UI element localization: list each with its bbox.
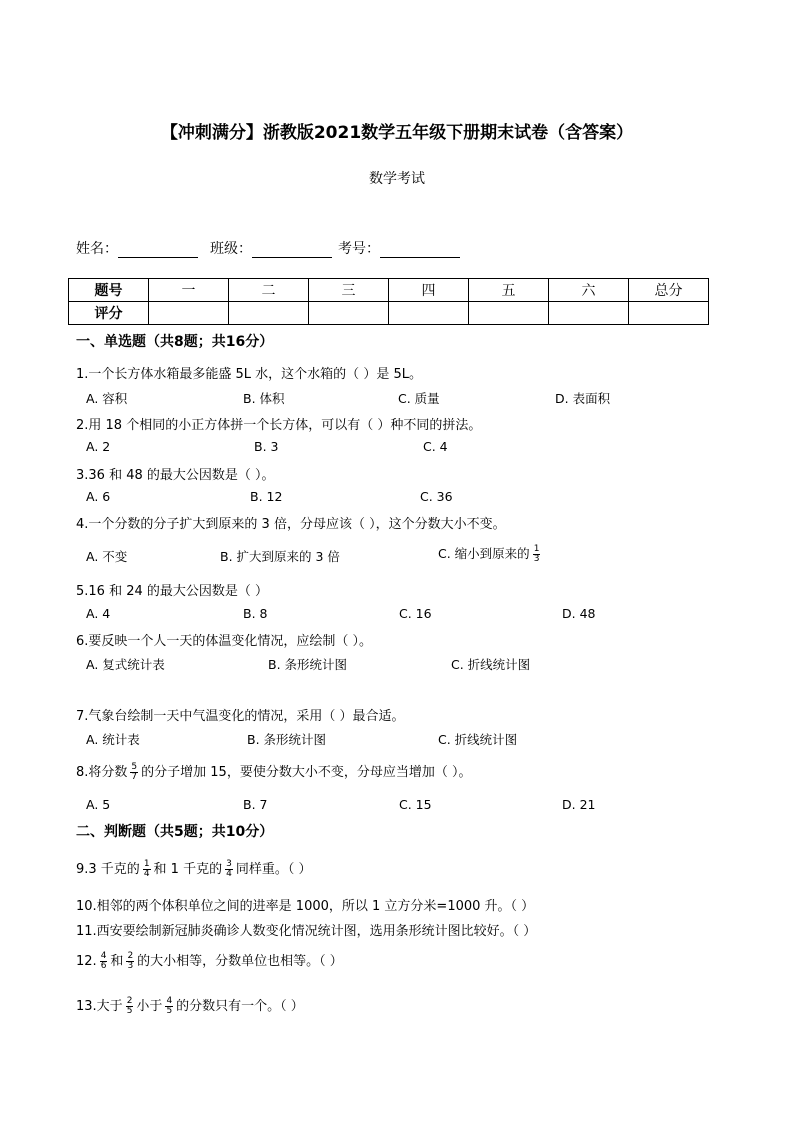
option-c[interactable]: C. 质量 [398,391,440,406]
option-c[interactable]: C. 16 [399,606,432,621]
question-text-part: 同样重。（ ） [235,862,312,877]
section-heading: 二、判断题（共5题；共10分） [76,824,274,840]
exam-no-label: 考号： [338,241,380,257]
question-text-part: 9.3 千克的 [76,862,140,877]
exam-no-blank[interactable] [380,243,460,258]
fraction: $\frac{4}{6}$ [100,951,107,971]
fraction: $\frac{4}{5}$ [166,996,173,1016]
question-text: 7.气象台绘制一天中气温变化的情况，采用（ ）最合适。 [76,709,405,724]
score-table-score-row [69,302,709,325]
table-cell: 二 [229,279,309,302]
question-text-part: 13.大于 [76,999,123,1014]
question-text-part: 8.将分数 [76,765,128,780]
name-field[interactable] [76,238,198,258]
option-d[interactable]: D. 21 [562,797,596,812]
question-text [76,995,304,1016]
question-text: 11.西安要绘制新冠肺炎确诊人数变化情况统计图，选用条形统计图比较好。（ ） [76,924,537,939]
question-text: 1.一个长方体水箱最多能盛 5L 水，这个水箱的（ ）是 5L。 [76,367,422,382]
option-b[interactable]: B. 条形统计图 [268,657,348,672]
score-cell[interactable] [629,302,709,325]
table-cell: 四 [389,279,469,302]
class-label: 班级： [210,241,252,257]
fraction: $\frac{3}{4}$ [226,859,232,879]
class-blank[interactable] [252,243,332,258]
option-b[interactable]: B. 扩大到原来的 3 倍 [220,549,340,564]
option-c[interactable]: C. 15 [399,797,432,812]
question-text: 6.要反映一个人一天的体温变化情况，应绘制（ ）。 [76,634,373,649]
fraction: $\frac{2}{3}$ [127,951,134,971]
page-title: 【冲刺满分】浙教版2021数学五年级下册期末试卷（含答案） [160,123,634,143]
option-a[interactable]: A. 不变 [86,549,128,564]
option-c[interactable]: C. 折线统计图 [438,732,518,747]
score-cell[interactable] [389,302,469,325]
name-blank[interactable] [118,243,198,258]
question-text: 5.16 和 24 的最大公因数是（ ） [76,584,269,599]
option-c[interactable]: C. 4 [423,439,448,454]
option-b[interactable]: B. 3 [254,439,279,454]
option-b[interactable]: B. 条形统计图 [247,732,327,747]
option-c[interactable]: C. 36 [420,489,453,504]
name-label: 姓名： [76,241,118,257]
option-a[interactable]: A. 统计表 [86,732,140,747]
table-cell: 评分 [69,302,149,325]
option-a[interactable]: A. 4 [86,606,111,621]
section-heading: 一、单选题（共8题；共16分） [76,334,274,350]
option-a[interactable]: A. 5 [86,797,111,812]
fraction: $\frac{5}{7}$ [131,762,138,782]
question-text [76,950,343,971]
fraction: $\frac{1}{3}$ [533,544,540,564]
table-cell: 总分 [629,279,709,302]
question-text-part: 和 [110,954,124,969]
score-cell[interactable] [309,302,389,325]
option-c-text: C. 缩小到原来的 [438,546,530,561]
option-b[interactable]: B. 体积 [243,391,285,406]
question-text: 2.用 18 个相同的小正方体拼一个长方体，可以有（ ）种不同的拼法。 [76,418,482,433]
option-d[interactable]: D. 48 [562,606,596,621]
option-a[interactable]: A. 容积 [86,391,128,406]
exam-no-field[interactable] [338,238,460,258]
table-cell: 一 [149,279,229,302]
option-a[interactable]: A. 6 [86,489,111,504]
question-text [76,761,471,782]
option-b[interactable]: B. 8 [243,606,268,621]
table-cell: 六 [549,279,629,302]
question-text-part: 的分数只有一个。（ ） [176,999,304,1014]
option-b[interactable]: B. 7 [243,797,268,812]
question-text: 3.36 和 48 的最大公因数是（ ）。 [76,468,275,483]
table-cell: 三 [309,279,389,302]
score-cell[interactable] [149,302,229,325]
score-cell[interactable] [229,302,309,325]
question-text [76,858,311,879]
table-cell: 五 [469,279,549,302]
question-text: 10.相邻的两个体积单位之间的进率是 1000，所以 1 立方分米=1000 升。（ ） [76,899,535,914]
question-text-part: 的大小相等，分数单位也相等。（ ） [137,954,343,969]
class-field[interactable] [210,238,332,258]
fraction: $\frac{2}{5}$ [126,996,133,1016]
score-cell[interactable] [469,302,549,325]
page-subtitle: 数学考试 [369,171,425,187]
fraction: $\frac{1}{4}$ [143,859,150,879]
question-text-part: 小于 [136,999,163,1014]
score-table-header-row [69,279,709,302]
option-a[interactable]: A. 2 [86,439,111,454]
option-c[interactable]: C. 折线统计图 [451,657,531,672]
option-b[interactable]: B. 12 [250,489,283,504]
score-table [68,278,709,325]
question-text-part: 12. [76,954,97,969]
question-text-part: 和 1 千克的 [153,862,223,877]
table-cell: 题号 [69,279,149,302]
question-text: 4.一个分数的分子扩大到原来的 3 倍，分母应该（ ），这个分数大小不变。 [76,517,506,532]
question-text-part: 的分子增加 15，要使分数大小不变，分母应当增加（ ）。 [141,765,472,780]
option-c[interactable] [438,544,543,564]
option-d[interactable]: D. 表面积 [555,391,611,406]
option-a[interactable]: A. 复式统计表 [86,657,165,672]
score-cell[interactable] [549,302,629,325]
